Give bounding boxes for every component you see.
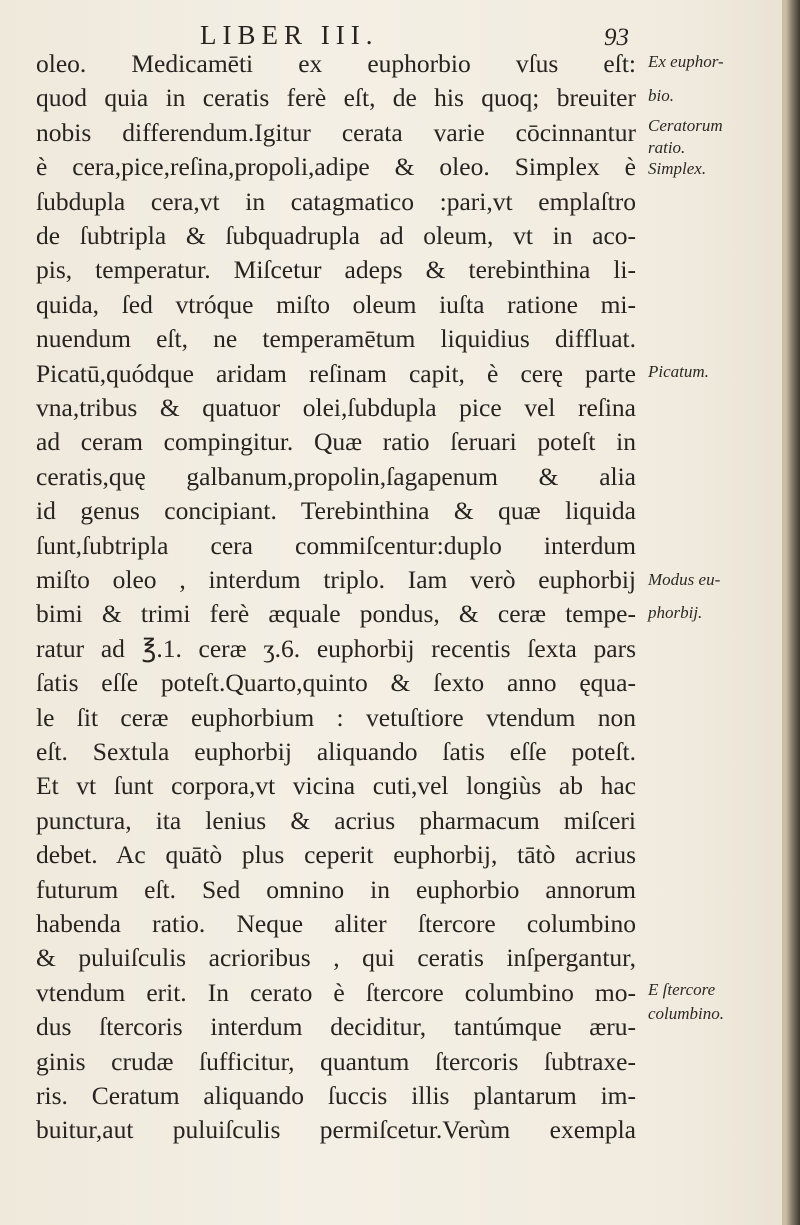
text-line: nobis differendum.Igitur cerata varie cōcinnantur <box>36 117 636 147</box>
text-line: nuendum eſt, ne temperamētum liquidius diffluat. <box>36 324 636 354</box>
text-line: ginis crudæ ſufficitur, quantum ſtercoris ſubtraxe- <box>36 1046 636 1076</box>
text-line: pis, temperatur. Miſcetur adeps & terebinthina li- <box>36 255 636 285</box>
text-line: vtendum erit. In cerato è ſtercore columbino mo- <box>36 977 636 1007</box>
text-line: debet. Ac quātò plus ceperit euphorbij, tātò acrius <box>36 840 636 870</box>
margin-note: Ceratorum <box>648 116 723 135</box>
margin-note: Picatum. <box>648 362 709 381</box>
text-line: dus ſtercoris interdum deciditur, tantúmque æru- <box>36 1012 636 1042</box>
text-line: futurum eſt. Sed omnino in euphorbio annorum <box>36 874 636 904</box>
page-edge <box>786 0 800 1225</box>
margin-note: Modus eu- <box>648 570 721 589</box>
text-line: Et vt ſunt corpora,vt vicina cuti,vel longiùs ab hac <box>36 771 636 801</box>
text-line: vna,tribus & quatuor olei,ſubdupla pice vel reſina <box>36 393 636 422</box>
text-line: bimi & trimi ferè æquale pondus, & ceræ tempe- <box>36 599 636 629</box>
text-line: id genus concipiant. Terebinthina & quæ liquida <box>36 496 636 526</box>
text-line: ratur ad ℥.1. ceræ ʒ.6. euphorbij recentis ſexta pars <box>36 633 636 663</box>
text-line: de ſubtripla & ſubquadrupla ad oleum, vt in aco- <box>36 221 636 250</box>
text-line: eſt. Sextula euphorbij aliquando ſatis eſſe poteſt. <box>36 737 636 766</box>
text-line: punctura, ita lenius & acrius pharmacum miſceri <box>36 805 636 835</box>
text-line: è cera,pice,reſina,propoli,adipe & oleo. Simplex è <box>36 152 636 182</box>
text-line: Picatū,quódque aridam reſinam capit, è cerę parte <box>36 358 636 388</box>
margin-note: bio. <box>648 86 674 105</box>
text-line: miſto oleo , interdum triplo. Iam verò euphorbij <box>36 565 636 594</box>
text-line: ſatis eſſe poteſt.Quarto,quinto & ſexto anno ęqua- <box>36 668 636 698</box>
text-line: quod quia in ceratis ferè eſt, de his quoq; breuiter <box>36 83 636 113</box>
text-line: quida, ſed vtróque miſto oleum iuſta ratione mi- <box>36 289 636 319</box>
text-line: ris. Ceratum aliquando ſuccis illis plantarum im- <box>36 1081 636 1110</box>
text-line: ceratis,quę galbanum,propolin,ſagapenum & alia <box>36 461 636 491</box>
text-line: & puluiſculis acrioribus , qui ceratis inſpergantur, <box>36 943 636 973</box>
margin-note: Ex euphor- <box>648 52 724 71</box>
margin-note: ratio. <box>648 138 686 157</box>
page-header <box>0 10 800 50</box>
text-line: le ſit ceræ euphorbium : vetuſtiore vtendum non <box>36 702 636 732</box>
running-title: LIBER III. <box>200 20 379 50</box>
page-number: 93 <box>604 24 629 51</box>
text-line: oleo. Medicamēti ex euphorbio vſus eſt: <box>36 49 636 78</box>
margin-note: Simplex. <box>648 159 707 178</box>
text-line: ad ceram compingitur. Quæ ratio ſeruari poteſt in <box>36 427 636 457</box>
margin-note: E ſtercore <box>648 980 716 999</box>
margin-note: phorbij. <box>648 603 703 622</box>
text-line: ſunt,ſubtripla cera commiſcentur:duplo interdum <box>36 530 636 560</box>
text-line: ſubdupla cera,vt in catagmatico :pari,vt emplaſtro <box>36 186 636 216</box>
margin-note: columbino. <box>648 1004 725 1023</box>
text-line: buitur,aut puluiſculis permiſcetur.Verùm exempla <box>36 1115 636 1145</box>
text-line: habenda ratio. Neque aliter ſtercore columbino <box>36 909 636 938</box>
